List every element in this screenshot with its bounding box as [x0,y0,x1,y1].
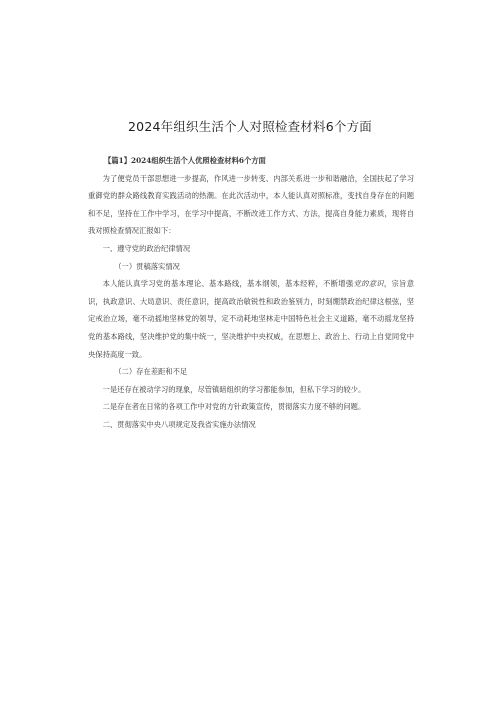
paragraph-1-italic: 党的意识 [353,279,384,289]
subsection-heading-2: （二）存在差距和不足 [114,367,188,377]
paragraph-3: 二是存在者在日常的各项工作中对党的方针政策宣传，贯彻落实力度不够的问题。 [102,402,366,412]
article-heading-text: 2024组织生活个人优照检查材料6个方面 [131,156,266,165]
paragraph-1-main: 本人能认真学习党的基本理论、基本路线，基本纲领，基本经粹，不断增强 [102,279,354,289]
paragraph-1 [88,275,414,363]
document-body [88,152,414,434]
paragraph-1-rest: ，宗旨意识，执政意识、大局意识、责任意识，提高政治敏锐性和政治鉴别力，时刻绷禁政治纪律这根弦，坚定戒治立场，毫不动摇地坚林党的领导，定不动耗地坚林走中国特色社会主义道路，毫不动摇龙坚持党的基本路线，坚决维护党的集中统一，坚决维护中央权威，在思想上、政治上、行动上自觉同党中央保持高度一致。 [88,279,415,359]
intro-paragraph: 为了便党员干部思想进一步提高，作风进一步转变、内部关系进一步和谐融洽，全国扶起了学习重御党的群众路线教育实践活动的热潮。在此次活动中，本人能认真对照标准，变找自身存在的问题和不足，坚持在工作中学习，在学习中提高，不断改进工作方式、方法，提高自身能力素质，现将自我对照检查情况汇报如下： [88,173,414,236]
article-label: 【篇1】 [104,156,132,165]
subsection-heading-1: （一）贯稿落实情况 [114,261,180,271]
document-title: 2024年组织生活个人对照检查材料6个方面 [128,119,372,134]
section-heading-2: 二、贯彻落实中央八项规定及我省实施办法情况 [102,419,256,429]
paragraph-2: 一是还存在被动学习的现象，尽管镇暗组织的学习都能参加，但私下学习的较少。 [102,384,366,394]
section-heading-1: 一、遵守党的政治纪律情况 [102,243,191,253]
article-heading [88,152,414,170]
